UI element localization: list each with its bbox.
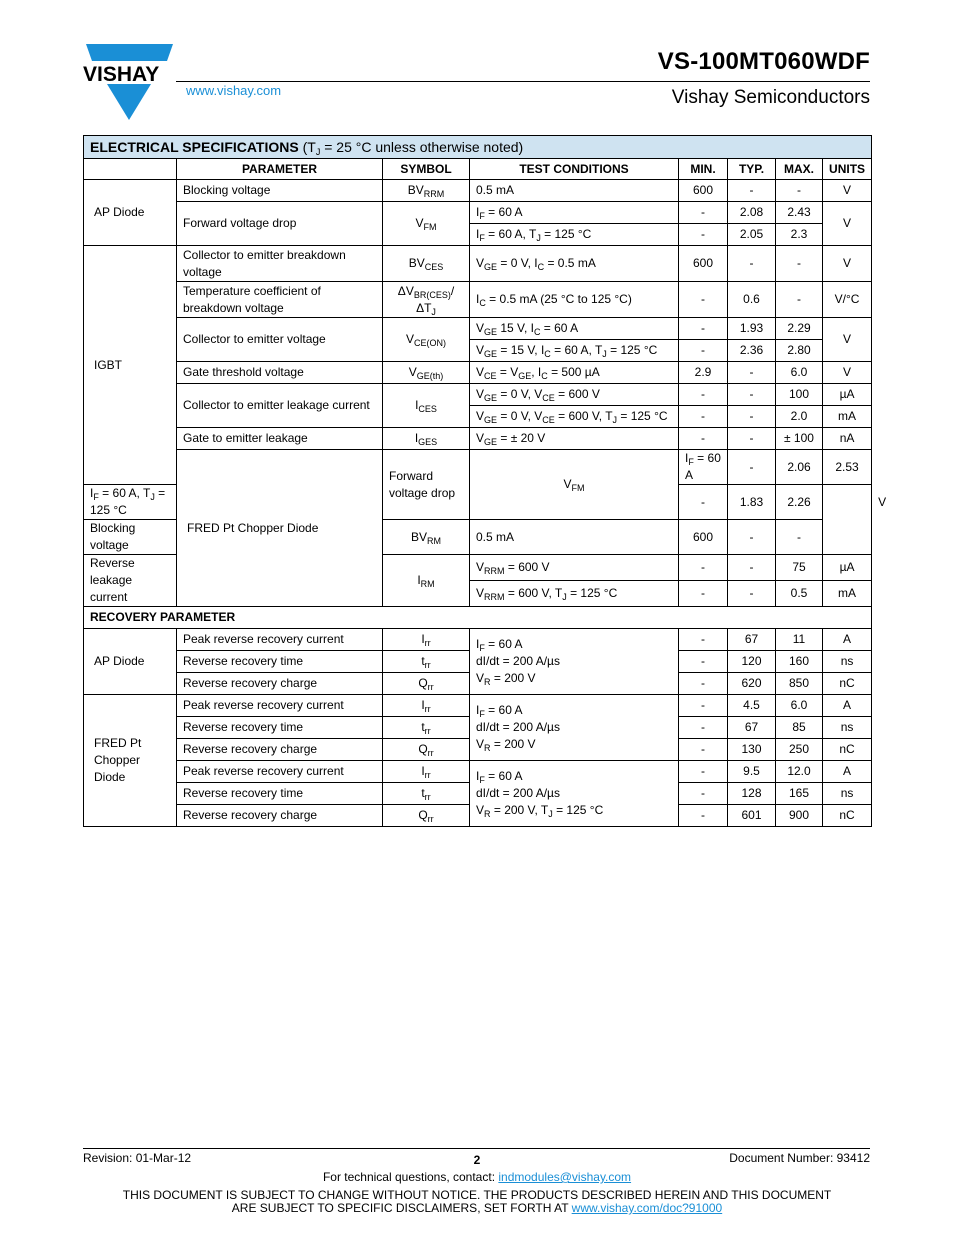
symbol-cell: $V_{CE(ON)}$ (383, 318, 470, 362)
vishay-logo (83, 44, 175, 120)
typ-cell: 9.5 (728, 761, 776, 783)
param-cell: Collector to emitter voltage (177, 318, 383, 362)
table-row (84, 180, 872, 202)
min-cell: - (679, 695, 728, 717)
param-cell: Gate to emitter leakage (177, 428, 383, 450)
max-cell: 2.3 (776, 224, 823, 246)
symbol-cell: $I_{GES}$ (383, 428, 470, 450)
unit-cell: µA (823, 384, 872, 406)
section-label: RECOVERY PARAMETER (84, 607, 872, 629)
typ-cell: 2.06 (776, 450, 823, 485)
typ-cell: - (728, 180, 776, 202)
unit-cell: V (823, 362, 872, 384)
param-cell: Blocking voltage (177, 180, 383, 202)
header-max: MAX. (776, 159, 823, 180)
revision-date: Revision: 01-Mar-12 (83, 1151, 192, 1165)
unit-cell: mA (823, 581, 872, 607)
contact-line: For technical questions, contact: indmodules@vishay.com (322, 1170, 632, 1184)
table-row: FRED Pt Chopper Diode Forward voltage drop $V_{FM}$ $I_F = 60$ A - 2.06 2.53 V (84, 450, 872, 485)
min-cell: - (679, 651, 728, 673)
symbol-cell: $I_{rr}$ (383, 629, 470, 651)
max-cell: 2.43 (776, 202, 823, 224)
group-label: FRED Pt Chopper Diode (177, 450, 383, 607)
max-cell: 12.0 (776, 761, 823, 783)
param-cell: Reverse recovery charge (177, 805, 383, 827)
max-cell: - (776, 282, 823, 318)
param-cell: Peak reverse recovery current (177, 695, 383, 717)
table-row (84, 428, 872, 450)
param-cell: Reverse recovery time (177, 717, 383, 739)
table-row (84, 761, 872, 783)
table-row (84, 202, 872, 224)
unit-cell: ns (823, 717, 872, 739)
min-cell: - (679, 202, 728, 224)
unit-cell: A (823, 629, 872, 651)
unit-cell: ns (823, 783, 872, 805)
typ-cell: - (728, 406, 776, 428)
table-row (84, 384, 872, 406)
typ-cell: 67 (728, 717, 776, 739)
symbol-cell: $I_{RM}$ (383, 555, 470, 607)
document-number: Document Number: 93412 (729, 1151, 870, 1165)
param-cell: Collector to emitter leakage current (177, 384, 383, 428)
company-name: Vishay Semiconductors (671, 87, 870, 108)
contact-email-link[interactable]: indmodules@vishay.com (498, 1170, 632, 1184)
symbol-cell: $Q_{rr}$ (383, 673, 470, 695)
symbol-cell: $t_{rr}$ (383, 717, 470, 739)
min-cell: - (679, 384, 728, 406)
logo-text: VISHAY (83, 63, 160, 86)
condition-cell: $V_{GE} = 15$ V, $I_C = 60$ A, $T_J = 125$ °C (470, 340, 679, 362)
group-label: AP Diode (84, 180, 177, 246)
min-cell: - (679, 805, 728, 827)
param-cell: Forward voltage drop (383, 450, 470, 520)
unit-cell: mA (823, 406, 872, 428)
max-cell: 6.0 (776, 362, 823, 384)
condition-cell: $I_F = 60$ A (470, 202, 679, 224)
unit-cell: A (823, 761, 872, 783)
table-header-row (84, 159, 872, 180)
symbol-cell: $BV_{RRM}$ (383, 180, 470, 202)
header-parameter: PARAMETER (177, 159, 383, 180)
min-cell: - (679, 629, 728, 651)
max-cell: 2.0 (776, 406, 823, 428)
unit-cell: V (823, 246, 872, 282)
disclaimer-link[interactable]: www.vishay.com/doc?91000 (571, 1201, 723, 1215)
condition-cell: 0.5 mA (470, 520, 679, 555)
max-cell: 900 (776, 805, 823, 827)
param-cell: Blocking voltage (84, 520, 177, 555)
max-cell: 250 (776, 739, 823, 761)
symbol-cell: $V_{GE(th)}$ (383, 362, 470, 384)
condition-cell: $V_{GE} = 0$ V, $V_{CE} = 600$ V, $T_J = 125$ °C (470, 406, 679, 428)
symbol-cell: $Q_{rr}$ (383, 739, 470, 761)
max-cell: 6.0 (776, 695, 823, 717)
unit-cell: V (823, 180, 872, 202)
condition-cell: $V_{RRM} = 600$ V, $T_J = 125$ °C (470, 581, 679, 607)
table-title-row (84, 136, 872, 159)
document-title: VS-100MT060WDF (657, 48, 870, 75)
symbol-cell: $t_{rr}$ (383, 783, 470, 805)
condition-cell: $V_{GE}$ = ± 20 V (470, 428, 679, 450)
condition-cell: $V_{GE}$ 15 V, $I_C = 60$ A (470, 318, 679, 340)
header-group (84, 159, 177, 180)
header-typ: TYP. (728, 159, 776, 180)
typ-cell: - (728, 555, 776, 581)
typ-cell: 1.83 (728, 485, 776, 520)
min-cell: 600 (679, 180, 728, 202)
unit-cell: V/°C (823, 282, 872, 318)
unit-cell: A (823, 695, 872, 717)
min-cell: - (679, 761, 728, 783)
param-cell: Forward voltage drop (177, 202, 383, 246)
unit-cell: µA (823, 555, 872, 581)
symbol-cell: $BV_{CES}$ (383, 246, 470, 282)
table-row (84, 629, 872, 651)
typ-cell: - (728, 520, 776, 555)
max-cell: 850 (776, 673, 823, 695)
param-cell: Reverse recovery charge (177, 673, 383, 695)
condition-cell: $V_{GE} = 0$ V, $I_C = 0.5$ mA (470, 246, 679, 282)
max-cell: 0.5 (776, 581, 823, 607)
condition-cell: $I_F = 60$ A dI/dt = 200 A/µs $V_R = 200$ V (470, 629, 679, 695)
header-symbol: SYMBOL (383, 159, 470, 180)
table-row (84, 362, 872, 384)
typ-cell: 1.93 (728, 318, 776, 340)
unit-cell: nC (823, 673, 872, 695)
condition-cell: $V_{GE} = 0$ V, $V_{CE} = 600$ V (470, 384, 679, 406)
page-number: 2 (473, 1153, 481, 1167)
min-cell: - (679, 739, 728, 761)
param-cell: Peak reverse recovery current (177, 761, 383, 783)
condition-cell: $I_F = 60$ A, $T_J = 125$ °C (84, 485, 177, 520)
min-cell: - (679, 282, 728, 318)
typ-cell: 2.05 (728, 224, 776, 246)
param-cell: Collector to emitter breakdown voltage (177, 246, 383, 282)
typ-cell: - (728, 428, 776, 450)
param-cell: Reverse recovery time (177, 651, 383, 673)
typ-cell: - (728, 362, 776, 384)
min-cell: - (728, 450, 776, 485)
unit-cell: V (823, 202, 872, 246)
header-divider (176, 81, 870, 82)
table-row (84, 246, 872, 282)
max-cell: 100 (776, 384, 823, 406)
max-cell: - (776, 180, 823, 202)
symbol-cell: $\Delta V_{BR(CES)}/\Delta T_J$ (383, 282, 470, 318)
symbol-cell: $t_{rr}$ (383, 651, 470, 673)
typ-cell: 620 (728, 673, 776, 695)
max-cell: 165 (776, 783, 823, 805)
electrical-specifications-table (83, 135, 887, 827)
min-cell: - (679, 340, 728, 362)
min-cell: - (679, 485, 728, 520)
min-cell: - (679, 581, 728, 607)
unit-cell: ns (823, 651, 872, 673)
condition-cell: 0.5 mA (470, 180, 679, 202)
header-units: UNITS (823, 159, 872, 180)
typ-cell: 67 (728, 629, 776, 651)
param-cell: Reverse leakage current (84, 555, 177, 607)
group-label: AP Diode (84, 629, 177, 695)
param-cell: Reverse recovery time (177, 783, 383, 805)
param-cell: Peak reverse recovery current (177, 629, 383, 651)
condition-cell: $I_F = 60$ A, $T_J = 125$ °C (470, 224, 679, 246)
typ-cell: 2.36 (728, 340, 776, 362)
header-min: MIN. (679, 159, 728, 180)
min-cell: - (679, 224, 728, 246)
unit-cell: V (823, 318, 872, 362)
symbol-cell: $V_{FM}$ (470, 450, 679, 520)
header-test-conditions: TEST CONDITIONS (470, 159, 679, 180)
min-cell: - (679, 555, 728, 581)
condition-cell: $I_F = 60$ A dI/dt = 200 A/µs $V_R = 200$ V, $T_J = 125$ °C (470, 761, 679, 827)
section-row (84, 607, 872, 629)
typ-cell: - (728, 246, 776, 282)
symbol-cell: $I_{rr}$ (383, 761, 470, 783)
table-row (84, 318, 872, 340)
max-cell: 75 (776, 555, 823, 581)
typ-cell: 0.6 (728, 282, 776, 318)
group-label: IGBT (84, 246, 177, 485)
footer-divider (83, 1148, 870, 1149)
min-cell: - (679, 783, 728, 805)
symbol-cell: $I_{CES}$ (383, 384, 470, 428)
max-cell: 11 (776, 629, 823, 651)
param-cell: Reverse recovery charge (177, 739, 383, 761)
typ-cell: 120 (728, 651, 776, 673)
condition-cell: $V_{CE} = V_{GE}$, $I_C = 500$ µA (470, 362, 679, 384)
min-cell: - (679, 318, 728, 340)
condition-cell: $I_F = 60$ A dI/dt = 200 A/µs $V_R = 200$ V (470, 695, 679, 761)
table-title-condition: ($T_J = 25$ °C unless otherwise noted) (302, 138, 524, 157)
symbol-cell: $Q_{rr}$ (383, 805, 470, 827)
max-cell: 2.53 (823, 450, 872, 485)
symbol-cell: $BV_{RM}$ (383, 520, 470, 555)
unit-cell: nC (823, 739, 872, 761)
max-cell: 2.80 (776, 340, 823, 362)
typ-cell: 4.5 (728, 695, 776, 717)
max-cell: 2.26 (776, 485, 823, 520)
typ-cell: 601 (728, 805, 776, 827)
typ-cell: 130 (728, 739, 776, 761)
symbol-cell: $V_{FM}$ (383, 202, 470, 246)
typ-cell: 128 (728, 783, 776, 805)
table-title: ELECTRICAL SPECIFICATIONS (90, 138, 299, 155)
group-label: FRED Pt Chopper Diode (84, 695, 177, 827)
param-cell: Temperature coefficient of breakdown voltage (177, 282, 383, 318)
table-row (84, 282, 872, 318)
max-cell: - (776, 246, 823, 282)
param-cell: Gate threshold voltage (177, 362, 383, 384)
max-cell: ± 100 (776, 428, 823, 450)
max-cell: 2.29 (776, 318, 823, 340)
disclaimer-line-1: THIS DOCUMENT IS SUBJECT TO CHANGE WITHOUT NOTICE. THE PRODUCTS DESCRIBED HEREIN AND THIS DOCUMENT (122, 1188, 832, 1202)
condition-cell: $I_C = 0.5$ mA (25 °C to 125 °C) (470, 282, 679, 318)
min-cell: - (679, 406, 728, 428)
unit-cell: nC (823, 805, 872, 827)
max-cell: 85 (776, 717, 823, 739)
condition-cell: $V_{RRM} = 600$ V (470, 555, 679, 581)
min-cell: 600 (679, 520, 728, 555)
min-cell: - (679, 717, 728, 739)
min-cell: - (679, 673, 728, 695)
max-cell: 160 (776, 651, 823, 673)
unit-cell: nA (823, 428, 872, 450)
condition-cell: $I_F = 60$ A (679, 450, 728, 485)
table-row (84, 695, 872, 717)
disclaimer-line-2: ARE SUBJECT TO SPECIFIC DISCLAIMERS, SET FORTH AT www.vishay.com/doc?91000 (231, 1201, 723, 1215)
max-cell: - (776, 520, 823, 555)
min-cell: 2.9 (679, 362, 728, 384)
typ-cell: - (728, 581, 776, 607)
typ-cell: - (728, 384, 776, 406)
typ-cell: 2.08 (728, 202, 776, 224)
website-link[interactable]: www.vishay.com (186, 83, 282, 98)
min-cell: 600 (679, 246, 728, 282)
min-cell: - (679, 428, 728, 450)
symbol-cell: $I_{rr}$ (383, 695, 470, 717)
